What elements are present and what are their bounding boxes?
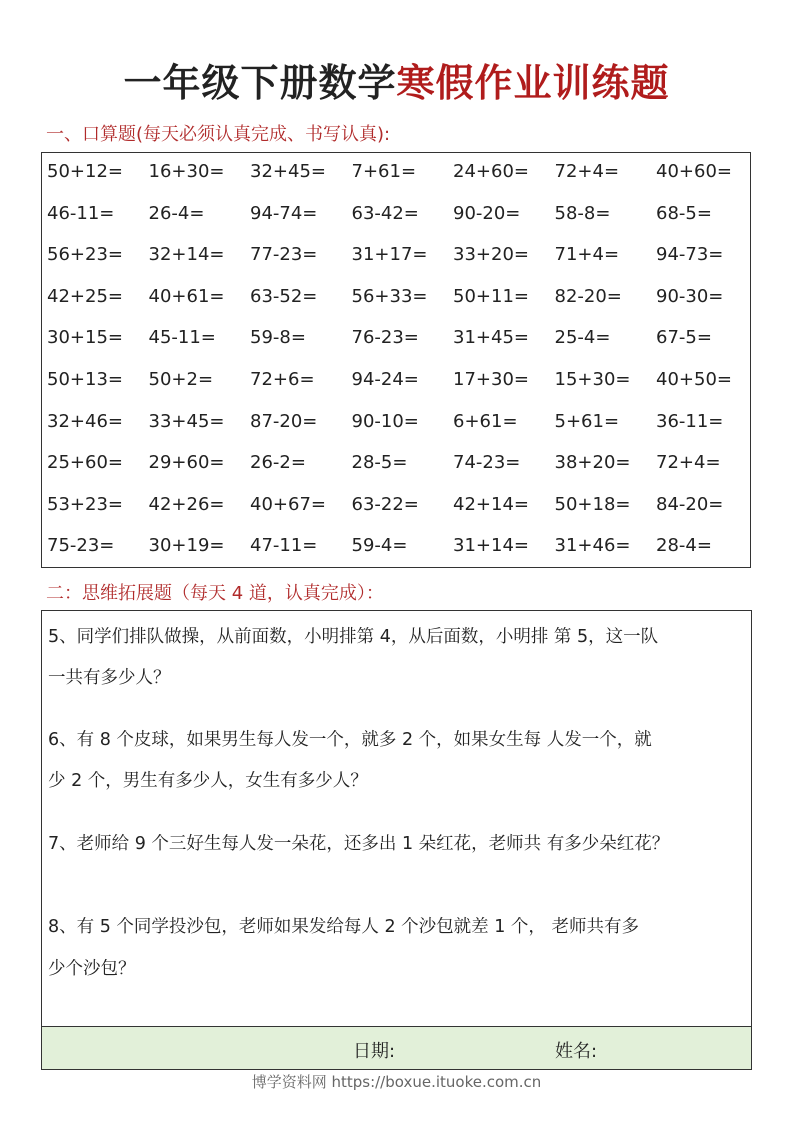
calc-item: 25+60= xyxy=(47,452,123,474)
calc-item: 77-23= xyxy=(250,244,318,266)
calc-item: 6+61= xyxy=(453,410,518,432)
calc-item: 63-22= xyxy=(351,493,419,515)
calc-item: 32+45= xyxy=(250,161,326,182)
calc-item: 90-30= xyxy=(656,285,724,307)
calc-item: 74-23= xyxy=(453,452,521,474)
calc-item: 30+15= xyxy=(47,327,123,349)
footer-bar xyxy=(41,1026,752,1070)
calc-item: 26-2= xyxy=(250,452,306,474)
calc-item: 47-11= xyxy=(250,535,318,557)
calc-item: 28-5= xyxy=(351,452,408,474)
calc-item: 58-8= xyxy=(554,202,611,224)
problems-box xyxy=(41,610,752,1027)
calc-item: 31+14= xyxy=(453,535,529,557)
problem-line: 5、同学们排队做操，从前面数，小明排第 4，从后面数，小明排 第 5，这一队 xyxy=(48,627,659,647)
calc-item: 84-20= xyxy=(656,493,724,515)
calc-item: 40+61= xyxy=(148,285,225,307)
calc-item: 32+46= xyxy=(47,410,123,432)
section2-heading: 二：思维拓展题（每天 4 道，认真完成）： xyxy=(46,583,384,604)
problem-line: 8、有 5 个同学投沙包，老师如果发给每人 2 个沙包就差 1 个， 老师共有多 xyxy=(48,917,639,937)
name-label: 姓名: xyxy=(555,1041,598,1062)
problem-line: 7、老师给 9 个三好生每人发一朵花，还多出 1 朵红花，老师共 有多少朵红花？ xyxy=(48,834,670,854)
calc-item: 31+45= xyxy=(453,327,529,349)
calc-item: 50+11= xyxy=(453,285,529,307)
calc-item: 76-23= xyxy=(351,327,419,349)
calc-item: 17+30= xyxy=(453,369,529,390)
calc-item: 29+60= xyxy=(148,452,225,474)
calc-item: 33+45= xyxy=(148,410,225,432)
calc-item: 33+20= xyxy=(453,244,529,266)
calc-item: 63-42= xyxy=(351,202,419,224)
calc-item: 68-5= xyxy=(656,202,712,224)
date-label: 日期: xyxy=(353,1041,396,1062)
calc-item: 72+6= xyxy=(250,369,315,390)
calc-item: 72+4= xyxy=(656,452,721,474)
calc-item: 26-4= xyxy=(148,202,205,224)
problem-line: 一共有多少人？ xyxy=(48,668,171,688)
calc-item: 30+19= xyxy=(148,535,225,557)
calc-item: 31+17= xyxy=(351,244,428,266)
calc-item: 50+12= xyxy=(47,161,123,182)
calc-item: 59-8= xyxy=(250,327,306,349)
calc-item: 28-4= xyxy=(656,535,712,557)
calc-item: 40+67= xyxy=(250,493,326,515)
calc-item: 59-4= xyxy=(351,535,408,557)
calc-item: 50+18= xyxy=(554,493,631,515)
calc-item: 38+20= xyxy=(554,452,631,474)
calc-item: 42+14= xyxy=(453,493,529,515)
calc-item: 46-11= xyxy=(47,202,115,224)
calc-item: 15+30= xyxy=(554,369,631,390)
source-watermark: 博学资料网 https://boxue.ituoke.com.cn xyxy=(251,1073,542,1091)
calc-item: 42+26= xyxy=(148,493,225,515)
calc-item: 90-10= xyxy=(351,410,419,432)
calc-item: 45-11= xyxy=(148,327,216,349)
calc-item: 32+14= xyxy=(148,244,225,266)
problem-line: 少个沙包？ xyxy=(48,959,136,979)
calc-item: 56+23= xyxy=(47,244,123,266)
calc-item: 7+61= xyxy=(351,161,417,182)
section1-heading: 一、口算题(每天必须认真完成、书写认真): xyxy=(46,124,391,145)
calc-item: 50+13= xyxy=(47,369,123,390)
calc-item: 16+30= xyxy=(148,161,225,182)
calc-item: 25-4= xyxy=(554,327,611,349)
calc-item: 94-73= xyxy=(656,244,724,266)
calc-item: 67-5= xyxy=(656,327,712,349)
problem-line: 少 2 个，男生有多少人，女生有多少人？ xyxy=(48,771,368,791)
calc-item: 42+25= xyxy=(47,285,123,307)
calc-item: 71+4= xyxy=(554,244,620,266)
calc-item: 40+50= xyxy=(656,369,732,390)
calc-item: 90-20= xyxy=(453,202,521,224)
calc-item: 53+23= xyxy=(47,493,123,515)
calc-item: 72+4= xyxy=(554,161,620,182)
calc-item: 5+61= xyxy=(554,410,620,432)
title-red: 寒假作业训练题 xyxy=(396,61,670,105)
calc-item: 31+46= xyxy=(554,535,631,557)
calc-item: 40+60= xyxy=(656,161,732,182)
problem-line: 6、有 8 个皮球，如果男生每人发一个，就多 2 个，如果女生每 人发一个，就 xyxy=(48,730,652,750)
calc-item: 50+2= xyxy=(148,369,214,390)
page-title xyxy=(0,52,793,107)
calc-item: 24+60= xyxy=(453,161,529,182)
title-black: 一年级下册数学 xyxy=(123,61,397,105)
calc-item: 56+33= xyxy=(351,285,428,307)
calc-item: 36-11= xyxy=(656,410,724,432)
calc-item: 94-24= xyxy=(351,369,419,390)
calc-item: 63-52= xyxy=(250,285,318,307)
calc-item: 94-74= xyxy=(250,202,318,224)
calc-item: 82-20= xyxy=(554,285,622,307)
calc-item: 87-20= xyxy=(250,410,318,432)
calc-grid xyxy=(41,152,751,568)
calc-item: 75-23= xyxy=(47,535,115,557)
